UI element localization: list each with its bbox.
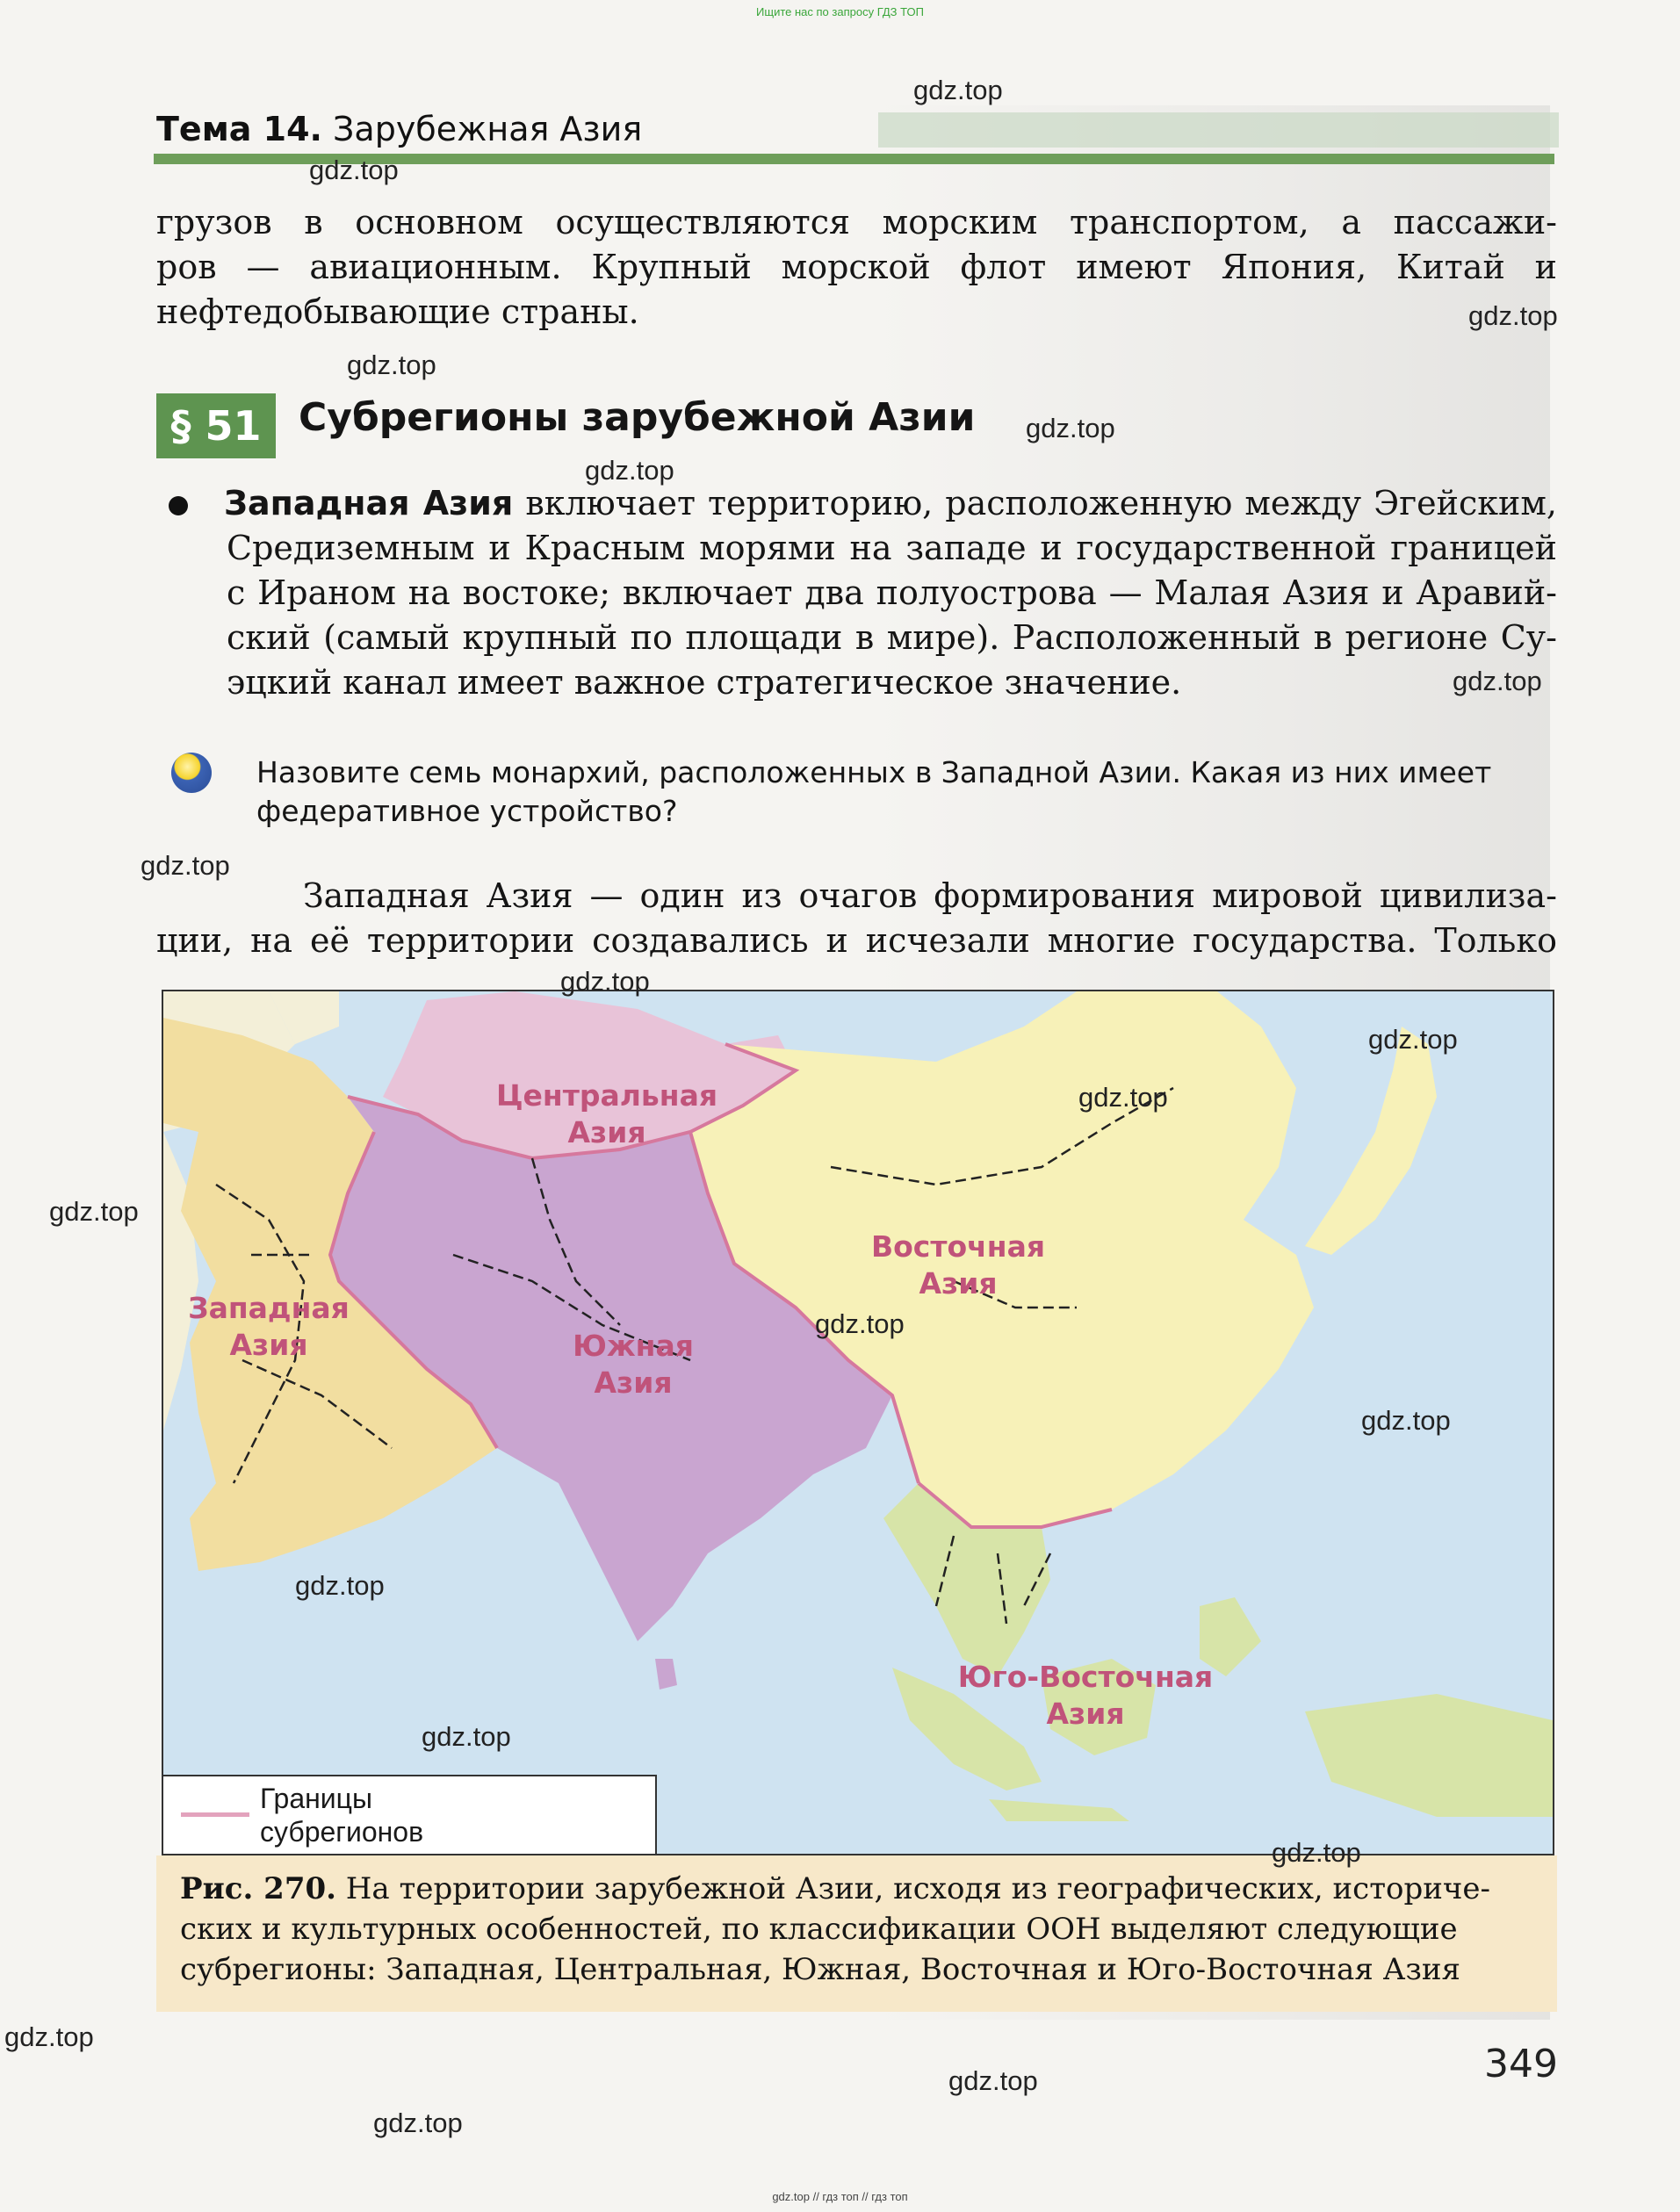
para2-line-1: Западная Азия — один из очагов формирования мировой цивилиза-	[303, 876, 1557, 915]
label-west-asia: Западная Азия	[188, 1291, 350, 1362]
map-drawing	[163, 991, 1553, 1854]
west-asia-line-1	[224, 481, 1557, 526]
watermark: gdz.top	[913, 75, 1003, 105]
watermark: gdz.top	[585, 455, 674, 486]
west-asia-line-2: Средиземным и Красным морями на западе и государственной границей	[227, 529, 1557, 567]
label-central-asia: Центральная Азия	[495, 1078, 718, 1149]
header-label: Тема 14.	[156, 110, 322, 148]
watermark: gdz.top	[1026, 413, 1115, 443]
intro-line-3: нефтедобывающие страны.	[156, 292, 639, 331]
watermark: gdz.top	[309, 155, 399, 185]
figure-caption	[180, 1869, 1537, 1990]
intro-line-1: грузов в основном осуществляются морским транспортом, а пассажи-	[156, 203, 1557, 241]
header-title: Зарубежная Азия	[333, 110, 643, 148]
caption-fig-label: Рис. 270.	[180, 1871, 336, 1906]
subregions-map	[162, 990, 1554, 1855]
watermark: gdz.top	[1078, 1082, 1168, 1113]
section-number-badge: § 51	[156, 393, 276, 458]
page-header	[156, 110, 642, 148]
watermark: gdz.top	[560, 966, 650, 997]
label-east-asia: Восточная Азия	[870, 1229, 1046, 1301]
west-asia-line-1-text: включает территорию, расположенную между Эгейским,	[525, 484, 1557, 522]
watermark: gdz.top	[422, 1721, 511, 1752]
watermark: gdz.top	[4, 2021, 94, 2052]
watermark: gdz.top	[1361, 1405, 1451, 1436]
watermark: gdz.top	[49, 1196, 139, 1227]
watermark: gdz.top	[815, 1308, 905, 1339]
watermark: gdz.top	[948, 2065, 1038, 2096]
intro-line-2: ров — авиационным. Крупный морской флот имеют Япония, Китай и	[156, 248, 1557, 286]
facing-page-header-bleed	[878, 112, 1559, 148]
west-asia-line-5: эцкий канал имеет важное стратегическое значение.	[227, 663, 1182, 702]
caption-line-3: субрегионы: Западная, Центральная, Южная, Восточная и Юго-Восточная Азия	[180, 1952, 1460, 1987]
label-south-asia: Южная Азия	[573, 1329, 694, 1400]
question-icon	[171, 753, 212, 793]
watermark: gdz.top	[1453, 666, 1542, 696]
caption-line-1: Рис. 270. На территории зарубежной Азии, исходя из географических, историче-	[180, 1871, 1491, 1906]
caption-line-2: ских и культурных особенностей, по классификации ООН выделяют следующие	[180, 1912, 1458, 1947]
section-title: Субрегионы зарубежной Азии	[299, 395, 976, 440]
legend-text: Границы субрегионов	[260, 1783, 424, 1848]
para2-line-2: ции, на её территории создавались и исчезали многие государства. Только	[156, 921, 1557, 960]
watermark: gdz.top	[295, 1570, 385, 1601]
watermark: gdz.top	[141, 850, 230, 881]
watermark: gdz.top	[1468, 300, 1558, 331]
watermark: gdz.top	[373, 2108, 463, 2138]
question-line-1: Назовите семь монархий, расположенных в Западной Азии. Какая из них имеет	[256, 755, 1492, 789]
watermark: gdz.top	[347, 349, 436, 380]
bottom-note: gdz.top // гдз топ // гдз топ	[772, 2190, 908, 2203]
west-asia-term: Западная Азия	[224, 484, 514, 522]
question-line-2: федеративное устройство?	[256, 794, 678, 828]
bullet-icon	[169, 496, 188, 515]
label-southeast-asia: Юго-Восточная Азия	[957, 1660, 1214, 1731]
watermark: gdz.top	[1272, 1837, 1361, 1868]
map-legend	[163, 1775, 657, 1855]
page-number: 349	[1484, 2042, 1558, 2086]
legend-border-swatch	[181, 1812, 249, 1817]
top-note: Ищите нас по запросу ГДЗ ТОП	[756, 5, 924, 18]
west-asia-line-4: ский (самый крупный по площади в мире). Расположенный в регионе Су-	[227, 618, 1557, 657]
watermark: gdz.top	[1368, 1024, 1458, 1055]
west-asia-line-3: с Ираном на востоке; включает два полуострова — Малая Азия и Аравий-	[227, 573, 1557, 612]
